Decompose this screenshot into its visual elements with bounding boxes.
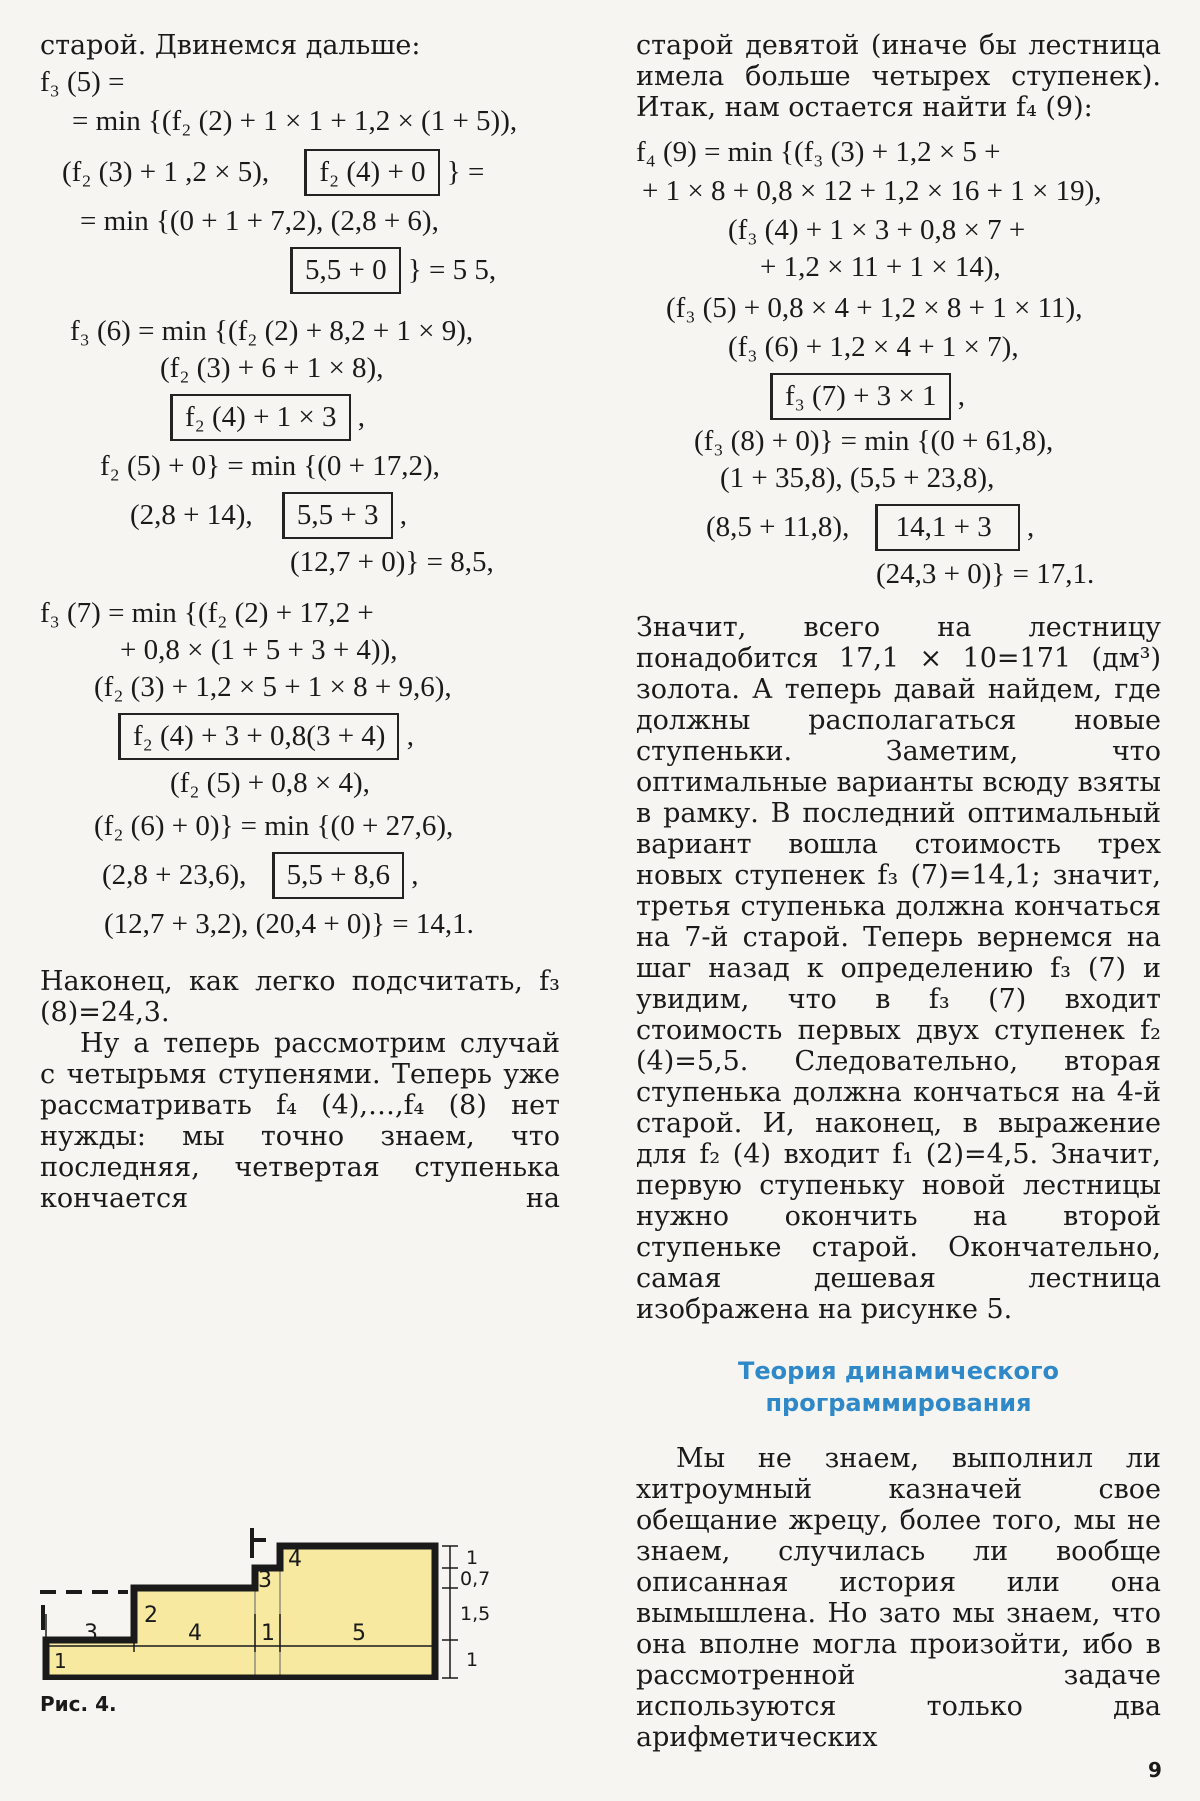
formula-f3-5: f₃ (5) = = min {(f₂ (2) + 1 × 1 + 1,2 × (1 + 5)), (f₂ (3) + 1 ,2 × 5), f₂ (4) + 0 } = = min {(0 + 1 + 7,2), (2,8 + 6), 5,5 + 0 } = 5 5,: [40, 67, 560, 294]
width-label: 4: [188, 1621, 202, 1646]
right-paragraph-2: Мы не знаем, выполнил ли хитроумный казначей свое обещание жрецу, более того, мы не знаем, случилась ли вообще описанная история или она вымышлена. Но зато мы знаем, что она вполне могла произойти, ибо в рассмотренной задаче используются только два арифметических: [636, 1443, 1161, 1753]
optimal-box: f₂ (4) + 3 + 0,8(3 + 4): [118, 713, 399, 760]
optimal-box: 5,5 + 8,6: [272, 852, 404, 899]
height-label: 1: [466, 1547, 479, 1569]
step-label: 3: [258, 1568, 272, 1593]
width-dimension-scale: [30, 1682, 450, 1683]
step-label: 2: [144, 1603, 158, 1628]
left-paragraph-1: Наконец, как легко подсчитать, f₃ (8)=24,3.: [40, 966, 560, 1028]
width-label: 1: [261, 1621, 275, 1646]
optimal-box: f₂ (4) + 1 × 3: [170, 394, 351, 441]
left-intro: старой. Двинемся дальше:: [40, 30, 421, 61]
width-dimensions: [30, 1612, 450, 1664]
step-label: 1: [54, 1649, 67, 1673]
right-column: [636, 30, 1161, 1753]
optimal-box: 5,5 + 3: [282, 492, 393, 539]
optimal-box: 14,1 + 3: [875, 504, 1020, 551]
step-label: 4: [288, 1547, 302, 1572]
height-label: 1,5: [460, 1603, 491, 1625]
formula-f4-9: f₄ (9) = min {(f₃ (3) + 1,2 × 5 + + 1 × 8 + 0,8 × 12 + 1,2 × 16 + 1 × 19), (f₃ (4) + 1 × 3 + 0,8 × 7 + + 1,2 × 11 + 1 × 14), (f₃ (5) + 0,8 × 4 + 1,2 × 8 + 1 × 11), (f₃ (6) + 1,2 × 4 + 1 × 7), f₃ (7) + 3 × 1 , (f₃ (8) + 0)} = min {(0 + 61,8), (1 + 35,8), (5,5 + 23,8), (8,5 + 11,8), 14,1 + 3 , (24,3 + 0)} = 17,1.: [636, 136, 1102, 590]
left-paragraph-2: Ну а теперь рассмотрим случай с четырьмя ступенями. Теперь уже рассматривать f₄ (4),…,f₄ (8) нет нужды: мы точно знаем, что последняя, четвертая ступенька кончается на: [40, 1028, 560, 1214]
optimal-box: f₂ (4) + 0: [304, 149, 439, 196]
page-number: 9: [1148, 1758, 1162, 1782]
formula-f3-6: f₃ (6) = min {(f₂ (2) + 8,2 + 1 × 9), (f₂ (3) + 6 + 1 × 8), f₂ (4) + 1 × 3 , f₂ (5) + 0} = min {(0 + 17,2), (2,8 + 14), 5,5 + 3 , (12,7 + 0)} = 8,5,: [70, 315, 494, 578]
optimal-box: 5,5 + 0: [290, 247, 401, 294]
figure-caption: Рис. 4.: [40, 1692, 117, 1716]
section-heading: Теория динамического программирования: [737, 1357, 1060, 1417]
right-intro: старой девятой (иначе бы лестница имела больше четырех ступенек). Итак, нам остается найти f₄ (9):: [636, 30, 1161, 123]
formula-f3-7: f₃ (7) = min {(f₂ (2) + 17,2 + + 0,8 × (1 + 5 + 3 + 4)), (f₂ (3) + 1,2 × 5 + 1 × 8 + 9,6), f₂ (4) + 3 + 0,8(3 + 4) , (f₂ (5) + 0,8 × 4), (f₂ (6) + 0)} = min {(0 + 27,6), (2,8 + 23,6), 5,5 + 8,6 , (12,7 + 3,2), (20,4 + 0)} = 14,1.: [40, 597, 474, 940]
height-label: 1: [466, 1649, 479, 1671]
optimal-box: f₃ (7) + 3 × 1: [770, 373, 951, 420]
height-label: 0,7: [460, 1568, 491, 1590]
width-label: 5: [352, 1621, 366, 1646]
left-column: [40, 30, 560, 1214]
width-label: 3: [84, 1621, 98, 1646]
right-paragraph-1: Значит, всего на лестницу понадобится 17,1 × 10=171 (дм³) золота. А теперь давай найдем, где должны располагаться новые ступеньки. Заметим, что оптимальные варианты всюду взяты в рамку. В последний оптимальный вариант вошла стоимость трех новых ступенек f₃ (7)=14,1; значит, третья ступенька должна кончаться на 7-й старой. Теперь вернемся на шаг назад к определению f₃ (7) и увидим, что в f₃ (7) входит стоимость первых двух ступенек f₂ (4)=5,5. Следовательно, вторая ступенька должна кончаться на 4-й старой. И, наконец, в выражение для f₂ (4) входит f₁ (2)=4,5. Значит, первую ступеньку новой лестницы нужно окончить на второй ступеньке старой. Окончательно, самая дешевая лестница изображена на рисунке 5.: [636, 612, 1161, 1325]
